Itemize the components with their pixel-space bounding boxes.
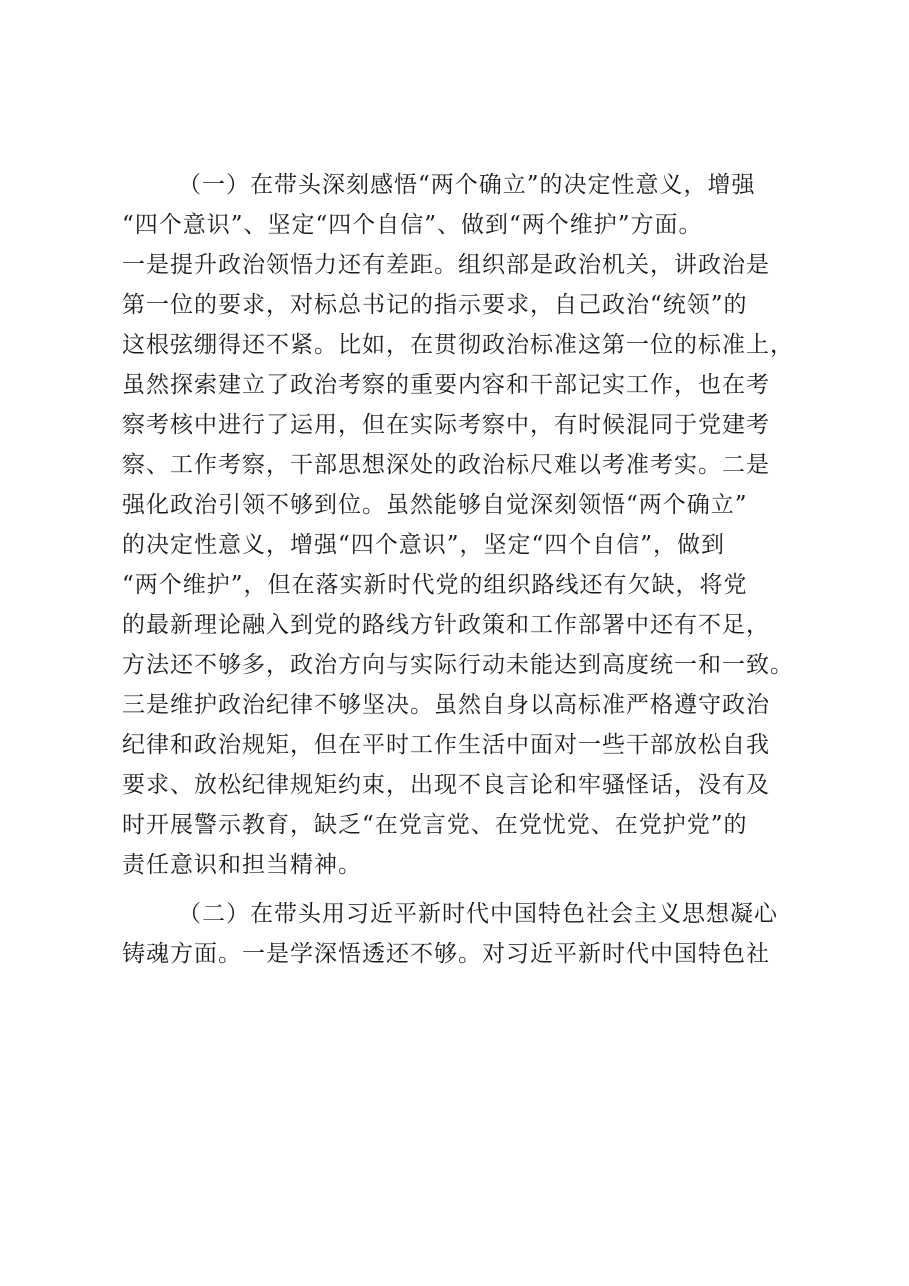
- text-line: 铸魂方面。一是学深悟透还不够。对习近平新时代中国特色社: [122, 941, 770, 967]
- text-line: “两个维护”，但在落实新时代党的组织路线还有欠缺，将党: [122, 572, 748, 598]
- text-line: 这根弦绷得还不紧。比如，在贯彻政治标准这第一位的标准上，: [122, 332, 794, 358]
- text-line: “四个意识”、坚定“四个自信”、做到“两个维护”方面。: [122, 212, 703, 238]
- text-line: （一）在带头深刻感悟“两个确立”的决定性意义，增强: [178, 172, 756, 198]
- section-two-paragraph: [122, 894, 812, 974]
- text-line: 要求、放松纪律规矩约束，出现不良言论和牢骚怪话，没有及: [122, 772, 770, 798]
- text-line: 的决定性意义，增强“四个意识”，坚定“四个自信”，做到: [122, 532, 726, 558]
- text-line: 纪律和政治规矩，但在平时工作生活中面对一些干部放松自我: [122, 732, 770, 758]
- text-line: 察、工作考察，干部思想深处的政治标尺难以考准考实。二是: [122, 452, 770, 478]
- section-one-paragraph: [122, 165, 812, 885]
- text-line: 三是维护政治纪律不够坚决。虽然自身以高标准严格遵守政治: [122, 692, 770, 718]
- text-line: 一是提升政治领悟力还有差距。组织部是政治机关，讲政治是: [122, 252, 770, 278]
- text-line: （二）在带头用习近平新时代中国特色社会主义思想凝心: [178, 901, 778, 927]
- text-line: 强化政治引领不够到位。虽然能够自觉深刻领悟“两个确立”: [122, 492, 748, 518]
- text-line: 时开展警示教育，缺乏“在党言党、在党忧党、在党护党”的: [122, 812, 748, 838]
- text-line: 察考核中进行了运用，但在实际考察中，有时候混同于党建考: [122, 412, 770, 438]
- text-line: 虽然探索建立了政治考察的重要内容和干部记实工作，也在考: [122, 372, 770, 398]
- text-line: 方法还不够多，政治方向与实际行动未能达到高度统一和一致。: [122, 652, 794, 678]
- text-line: 责任意识和担当精神。: [122, 852, 362, 878]
- text-line: 第一位的要求，对标总书记的指示要求，自己政治“统领”的: [122, 292, 748, 318]
- document-body: [122, 165, 812, 974]
- text-line: 的最新理论融入到党的路线方针政策和工作部署中还有不足，: [122, 612, 770, 638]
